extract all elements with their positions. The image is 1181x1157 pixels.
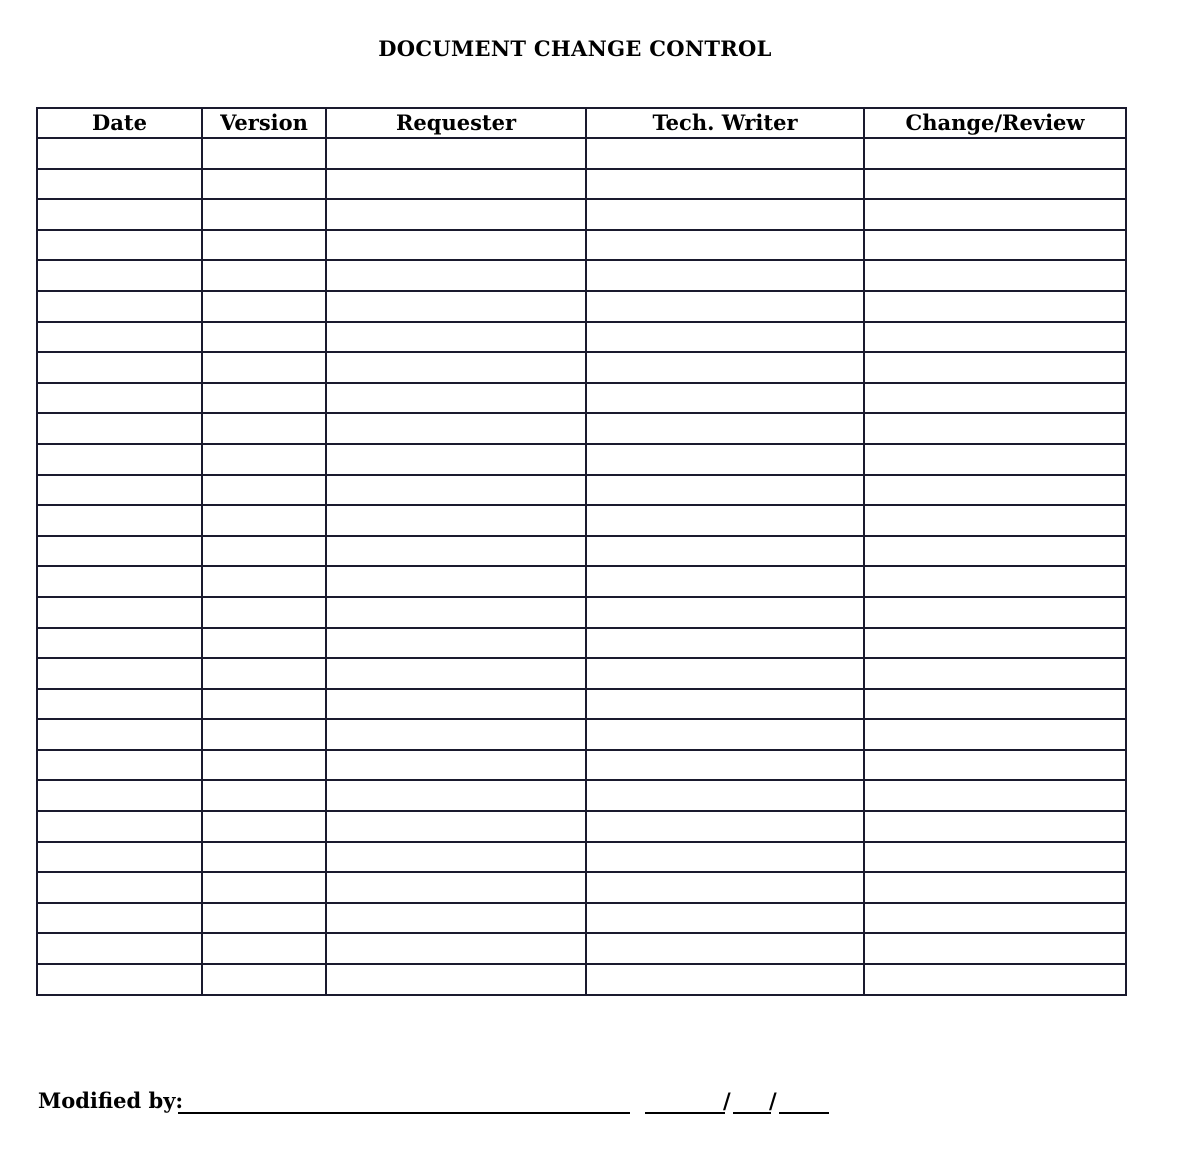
cell-change-review[interactable] xyxy=(864,169,1126,200)
cell-date[interactable] xyxy=(37,260,202,291)
cell-tech-writer[interactable] xyxy=(586,505,864,536)
cell-change-review[interactable] xyxy=(864,903,1126,934)
cell-requester[interactable] xyxy=(326,444,586,475)
cell-date[interactable] xyxy=(37,658,202,689)
cell-tech-writer[interactable] xyxy=(586,475,864,506)
cell-version[interactable] xyxy=(202,597,326,628)
cell-tech-writer[interactable] xyxy=(586,199,864,230)
table-row xyxy=(37,291,1126,322)
column-header-tech-writer: Tech. Writer xyxy=(586,108,864,138)
cell-change-review[interactable] xyxy=(864,842,1126,873)
cell-requester[interactable] xyxy=(326,475,586,506)
cell-tech-writer[interactable] xyxy=(586,566,864,597)
cell-version[interactable] xyxy=(202,291,326,322)
cell-date[interactable] xyxy=(37,597,202,628)
cell-change-review[interactable] xyxy=(864,933,1126,964)
date-separator: / xyxy=(723,1088,731,1113)
cell-change-review[interactable] xyxy=(864,719,1126,750)
cell-change-review[interactable] xyxy=(864,658,1126,689)
cell-version[interactable] xyxy=(202,536,326,567)
cell-version[interactable] xyxy=(202,903,326,934)
table-row xyxy=(37,689,1126,720)
cell-change-review[interactable] xyxy=(864,260,1126,291)
cell-version[interactable] xyxy=(202,444,326,475)
cell-version[interactable] xyxy=(202,933,326,964)
cell-tech-writer[interactable] xyxy=(586,658,864,689)
cell-change-review[interactable] xyxy=(864,872,1126,903)
date-blank-month[interactable] xyxy=(645,1112,725,1114)
cell-tech-writer[interactable] xyxy=(586,872,864,903)
table-row xyxy=(37,505,1126,536)
cell-version[interactable] xyxy=(202,138,326,169)
cell-change-review[interactable] xyxy=(864,322,1126,353)
cell-tech-writer[interactable] xyxy=(586,750,864,781)
cell-version[interactable] xyxy=(202,260,326,291)
cell-date[interactable] xyxy=(37,352,202,383)
cell-date[interactable] xyxy=(37,322,202,353)
cell-requester[interactable] xyxy=(326,230,586,261)
table-row xyxy=(37,658,1126,689)
cell-change-review[interactable] xyxy=(864,628,1126,659)
cell-date[interactable] xyxy=(37,780,202,811)
table-row xyxy=(37,903,1126,934)
cell-date[interactable] xyxy=(37,413,202,444)
cell-version[interactable] xyxy=(202,169,326,200)
cell-tech-writer[interactable] xyxy=(586,719,864,750)
cell-version[interactable] xyxy=(202,505,326,536)
cell-change-review[interactable] xyxy=(864,689,1126,720)
table-row xyxy=(37,811,1126,842)
table-row xyxy=(37,475,1126,506)
cell-change-review[interactable] xyxy=(864,352,1126,383)
cell-change-review[interactable] xyxy=(864,475,1126,506)
cell-version[interactable] xyxy=(202,842,326,873)
table-body xyxy=(37,138,1126,995)
cell-requester[interactable] xyxy=(326,413,586,444)
cell-change-review[interactable] xyxy=(864,780,1126,811)
cell-version[interactable] xyxy=(202,689,326,720)
cell-date[interactable] xyxy=(37,505,202,536)
cell-tech-writer[interactable] xyxy=(586,322,864,353)
cell-requester[interactable] xyxy=(326,138,586,169)
table-row xyxy=(37,933,1126,964)
cell-version[interactable] xyxy=(202,322,326,353)
cell-version[interactable] xyxy=(202,811,326,842)
cell-date[interactable] xyxy=(37,475,202,506)
cell-date[interactable] xyxy=(37,628,202,659)
table-header-row xyxy=(37,108,1126,138)
table-row xyxy=(37,536,1126,567)
cell-tech-writer[interactable] xyxy=(586,780,864,811)
cell-tech-writer[interactable] xyxy=(586,138,864,169)
cell-date[interactable] xyxy=(37,536,202,567)
cell-tech-writer[interactable] xyxy=(586,933,864,964)
cell-requester[interactable] xyxy=(326,352,586,383)
cell-date[interactable] xyxy=(37,933,202,964)
cell-date[interactable] xyxy=(37,903,202,934)
cell-change-review[interactable] xyxy=(864,811,1126,842)
cell-tech-writer[interactable] xyxy=(586,811,864,842)
table-row xyxy=(37,138,1126,169)
cell-date[interactable] xyxy=(37,566,202,597)
cell-version[interactable] xyxy=(202,750,326,781)
cell-requester[interactable] xyxy=(326,199,586,230)
cell-tech-writer[interactable] xyxy=(586,628,864,659)
document-title: DOCUMENT CHANGE CONTROL xyxy=(378,36,772,61)
cell-change-review[interactable] xyxy=(864,138,1126,169)
cell-tech-writer[interactable] xyxy=(586,230,864,261)
cell-tech-writer[interactable] xyxy=(586,260,864,291)
cell-date[interactable] xyxy=(37,811,202,842)
cell-date[interactable] xyxy=(37,872,202,903)
cell-date[interactable] xyxy=(37,169,202,200)
cell-tech-writer[interactable] xyxy=(586,383,864,414)
cell-requester[interactable] xyxy=(326,903,586,934)
cell-requester[interactable] xyxy=(326,872,586,903)
cell-requester[interactable] xyxy=(326,933,586,964)
cell-date[interactable] xyxy=(37,444,202,475)
table-row xyxy=(37,260,1126,291)
table-row xyxy=(37,780,1126,811)
cell-requester[interactable] xyxy=(326,322,586,353)
cell-date[interactable] xyxy=(37,964,202,995)
cell-requester[interactable] xyxy=(326,597,586,628)
modified-by-label: Modified by: xyxy=(38,1088,184,1113)
table-row xyxy=(37,322,1126,353)
cell-change-review[interactable] xyxy=(864,199,1126,230)
cell-requester[interactable] xyxy=(326,964,586,995)
cell-requester[interactable] xyxy=(326,260,586,291)
cell-requester[interactable] xyxy=(326,750,586,781)
cell-requester[interactable] xyxy=(326,628,586,659)
cell-change-review[interactable] xyxy=(864,964,1126,995)
cell-change-review[interactable] xyxy=(864,230,1126,261)
cell-tech-writer[interactable] xyxy=(586,903,864,934)
cell-requester[interactable] xyxy=(326,811,586,842)
cell-version[interactable] xyxy=(202,383,326,414)
cell-requester[interactable] xyxy=(326,780,586,811)
cell-change-review[interactable] xyxy=(864,444,1126,475)
cell-requester[interactable] xyxy=(326,842,586,873)
modified-date-field[interactable] xyxy=(645,1088,829,1114)
cell-version[interactable] xyxy=(202,352,326,383)
date-blank-year[interactable] xyxy=(779,1112,829,1114)
cell-tech-writer[interactable] xyxy=(586,444,864,475)
cell-date[interactable] xyxy=(37,719,202,750)
date-blank-day[interactable] xyxy=(733,1112,771,1114)
cell-date[interactable] xyxy=(37,383,202,414)
cell-version[interactable] xyxy=(202,413,326,444)
cell-tech-writer[interactable] xyxy=(586,169,864,200)
table-row xyxy=(37,230,1126,261)
cell-requester[interactable] xyxy=(326,689,586,720)
cell-version[interactable] xyxy=(202,964,326,995)
column-header-version: Version xyxy=(202,108,326,138)
cell-version[interactable] xyxy=(202,230,326,261)
modified-by-signature-line[interactable] xyxy=(178,1112,630,1114)
cell-date[interactable] xyxy=(37,230,202,261)
cell-date[interactable] xyxy=(37,291,202,322)
table-row xyxy=(37,199,1126,230)
table-row xyxy=(37,383,1126,414)
table-row xyxy=(37,964,1126,995)
cell-change-review[interactable] xyxy=(864,291,1126,322)
cell-change-review[interactable] xyxy=(864,413,1126,444)
column-header-requester: Requester xyxy=(326,108,586,138)
cell-requester[interactable] xyxy=(326,291,586,322)
cell-tech-writer[interactable] xyxy=(586,597,864,628)
cell-date[interactable] xyxy=(37,199,202,230)
cell-change-review[interactable] xyxy=(864,566,1126,597)
cell-requester[interactable] xyxy=(326,566,586,597)
cell-requester[interactable] xyxy=(326,505,586,536)
table-row xyxy=(37,872,1126,903)
cell-version[interactable] xyxy=(202,719,326,750)
cell-date[interactable] xyxy=(37,689,202,720)
table-row xyxy=(37,597,1126,628)
cell-requester[interactable] xyxy=(326,536,586,567)
table-row xyxy=(37,750,1126,781)
date-separator: / xyxy=(769,1088,777,1113)
column-header-date: Date xyxy=(37,108,202,138)
cell-tech-writer[interactable] xyxy=(586,689,864,720)
cell-requester[interactable] xyxy=(326,383,586,414)
cell-date[interactable] xyxy=(37,138,202,169)
cell-date[interactable] xyxy=(37,842,202,873)
table-row xyxy=(37,444,1126,475)
cell-version[interactable] xyxy=(202,658,326,689)
table-row xyxy=(37,628,1126,659)
cell-version[interactable] xyxy=(202,872,326,903)
cell-tech-writer[interactable] xyxy=(586,536,864,567)
cell-change-review[interactable] xyxy=(864,505,1126,536)
cell-version[interactable] xyxy=(202,475,326,506)
table-row xyxy=(37,413,1126,444)
cell-version[interactable] xyxy=(202,566,326,597)
cell-version[interactable] xyxy=(202,199,326,230)
cell-change-review[interactable] xyxy=(864,597,1126,628)
table-row xyxy=(37,352,1126,383)
cell-change-review[interactable] xyxy=(864,536,1126,567)
table-row xyxy=(37,566,1126,597)
cell-version[interactable] xyxy=(202,780,326,811)
cell-tech-writer[interactable] xyxy=(586,413,864,444)
cell-requester[interactable] xyxy=(326,719,586,750)
cell-tech-writer[interactable] xyxy=(586,964,864,995)
cell-requester[interactable] xyxy=(326,169,586,200)
column-header-change-review: Change/Review xyxy=(864,108,1126,138)
cell-tech-writer[interactable] xyxy=(586,352,864,383)
cell-date[interactable] xyxy=(37,750,202,781)
cell-version[interactable] xyxy=(202,628,326,659)
table-row xyxy=(37,169,1126,200)
cell-requester[interactable] xyxy=(326,658,586,689)
cell-change-review[interactable] xyxy=(864,750,1126,781)
table-row xyxy=(37,842,1126,873)
cell-change-review[interactable] xyxy=(864,383,1126,414)
cell-tech-writer[interactable] xyxy=(586,842,864,873)
cell-tech-writer[interactable] xyxy=(586,291,864,322)
change-control-table xyxy=(36,107,1127,996)
table-row xyxy=(37,719,1126,750)
